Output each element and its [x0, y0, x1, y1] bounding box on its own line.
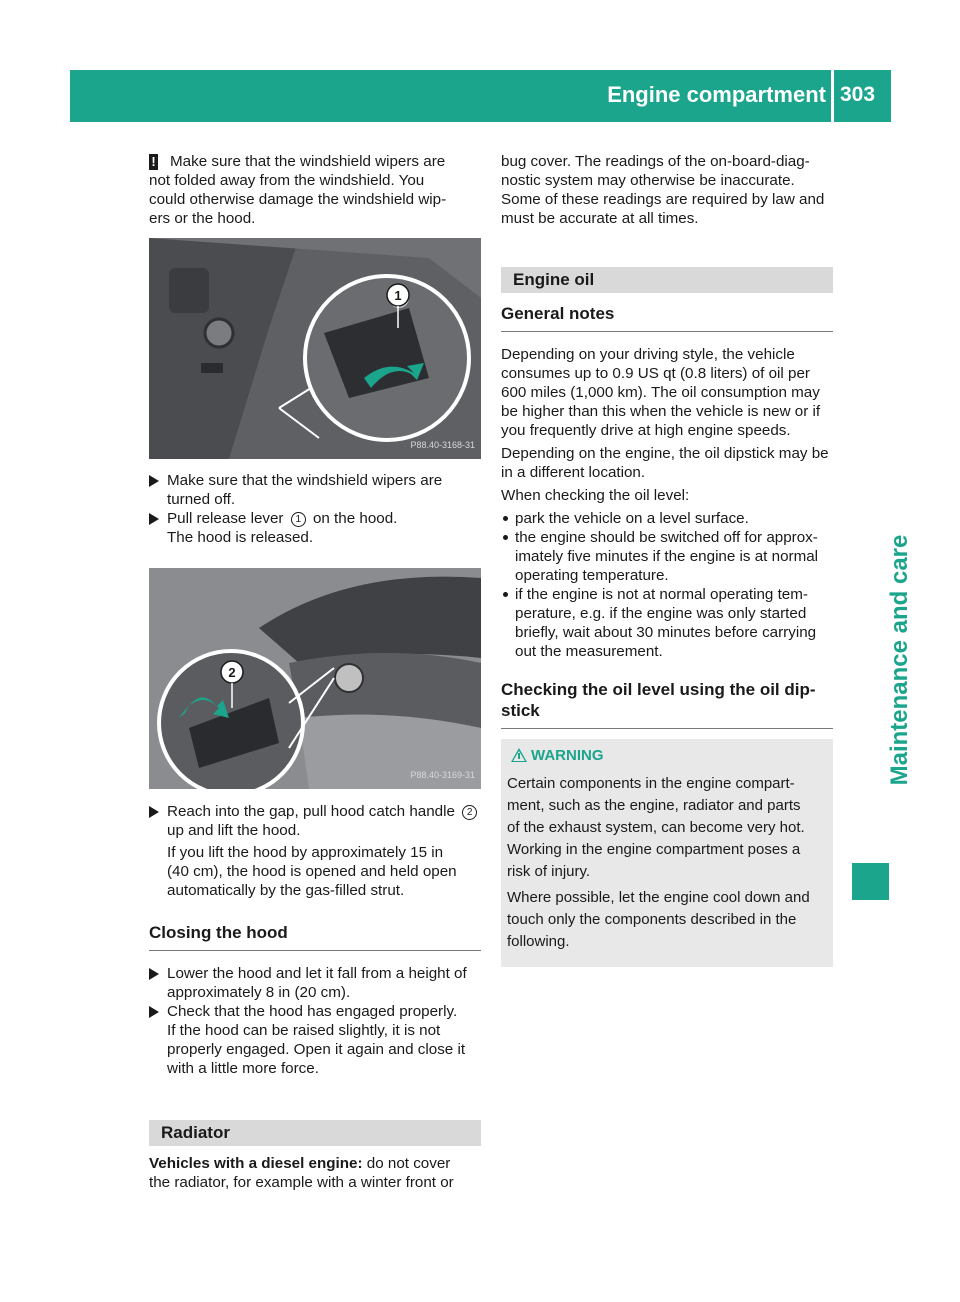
bullet-text: operating temperature.	[515, 567, 669, 584]
step-text: on the hood.	[308, 510, 398, 527]
step-result: The hood is released.	[167, 529, 314, 546]
heading-line: stick	[501, 701, 540, 720]
step-text: Pull release lever	[167, 510, 288, 527]
radiator-text-line: the radiator, for example with a winter front or	[149, 1174, 454, 1191]
step-note: (40 cm), the hood is opened and held open	[167, 863, 457, 880]
bullet-text: if the engine is not at normal operating tem-	[515, 586, 808, 603]
step-check-hood	[149, 1002, 481, 1078]
step-line: Lower the hood and let it fall from a height of	[167, 965, 467, 982]
step-line: If the hood can be raised slightly, it is not	[167, 1022, 441, 1039]
bullet-text: park the vehicle on a level surface.	[515, 510, 749, 527]
engine-oil-heading: Engine oil	[501, 267, 833, 293]
text-line: Depending on the engine, the oil dipstick may be	[501, 445, 829, 462]
bullet-icon	[503, 592, 508, 597]
page-number: 303	[840, 83, 876, 106]
exclamation-icon: !	[149, 154, 158, 170]
step-pull-catch	[149, 802, 481, 900]
oil-consumption-paragraph	[501, 345, 833, 440]
warning-line: following.	[507, 933, 570, 950]
text-line: bug cover. The readings of the on-board-diag-	[501, 153, 810, 170]
text-line: be higher than this when the vehicle is new or if	[501, 403, 821, 420]
svg-text:2: 2	[228, 665, 236, 680]
notice-line: Make sure that the windshield wipers are	[170, 153, 446, 170]
step-pull-lever	[149, 509, 481, 547]
figure-code: P88.40-3169-31	[410, 770, 475, 780]
page-title: Engine compartment	[607, 82, 826, 107]
release-lever-illustration	[149, 238, 481, 459]
bullet-icon	[503, 535, 508, 540]
step-line: Make sure that the windshield wipers are	[167, 472, 443, 489]
step-line: properly engaged. Open it again and close it	[167, 1041, 466, 1058]
warning-line: Where possible, let the engine cool down and	[507, 889, 810, 906]
radiator-text	[149, 1154, 481, 1173]
header-separator	[831, 70, 834, 122]
right-column	[501, 152, 833, 967]
step-note: automatically by the gas-filled strut.	[167, 882, 405, 899]
warning-paragraph	[507, 887, 827, 953]
text-line: consumes up to 0.9 US qt (0.8 liters) of oil per	[501, 365, 810, 382]
step-wipers-off	[149, 471, 481, 509]
bullet-text: out the measurement.	[515, 643, 663, 660]
warning-header	[507, 745, 827, 767]
warning-box	[501, 739, 833, 967]
notice-line: not folded away from the windshield. You	[149, 172, 425, 189]
bullet-text: the engine should be switched off for approx-	[515, 529, 818, 546]
callout-marker: 2	[462, 805, 477, 820]
bullet-text: perature, e.g. if the engine was only started	[515, 605, 807, 622]
hood-catch-illustration	[149, 568, 481, 789]
warning-line: Working in the engine compartment poses a	[507, 841, 801, 858]
list-item	[501, 585, 833, 661]
step-note: If you lift the hood by approximately 15 in	[167, 844, 444, 861]
heading-line: Checking the oil level using the oil dip-	[501, 680, 816, 699]
figure-code: P88.40-3168-31	[410, 440, 475, 450]
step-text: up and lift the hood.	[167, 822, 301, 839]
warning-icon-mark	[518, 753, 520, 759]
step-line: approximately 8 in (20 cm).	[167, 984, 351, 1001]
warning-line: touch only the components described in the	[507, 911, 797, 928]
svg-text:1: 1	[394, 288, 402, 303]
notice-line: ers or the hood.	[149, 210, 256, 227]
text-line: 600 miles (1,000 km). The oil consumption may	[501, 384, 820, 401]
general-notes-heading: General notes	[501, 303, 833, 332]
text-line: in a different location.	[501, 464, 646, 481]
warning-title: WARNING	[531, 747, 604, 764]
text-line: Depending on your driving style, the vehicle	[501, 346, 795, 363]
step-line: with a little more force.	[167, 1060, 319, 1077]
figure-hood-catch	[149, 568, 481, 789]
radiator-text-part: do not cover	[362, 1155, 451, 1172]
left-column	[149, 152, 481, 1192]
bullet-text: briefly, wait about 30 minutes before carrying	[515, 624, 817, 641]
step-arrow-icon	[149, 968, 159, 980]
side-tab-marker	[852, 863, 889, 900]
text-line: Some of these readings are required by law and	[501, 191, 825, 208]
closing-heading: Closing the hood	[149, 922, 481, 951]
step-arrow-icon	[149, 806, 159, 818]
step-lower-hood	[149, 964, 481, 1002]
list-item	[501, 528, 833, 585]
step-text: Reach into the gap, pull hood catch handle	[167, 803, 460, 820]
side-tab-label: Maintenance and care	[886, 534, 913, 786]
radiator-heading: Radiator	[149, 1120, 481, 1146]
warning-line: risk of injury.	[507, 863, 591, 880]
step-arrow-icon	[149, 513, 159, 525]
notice-line: could otherwise damage the windshield wip-	[149, 191, 447, 208]
figure-release-lever	[149, 238, 481, 459]
radiator-bold: Vehicles with a diesel engine:	[149, 1155, 363, 1172]
warning-line: Certain components in the engine compart-	[507, 775, 795, 792]
step-line: turned off.	[167, 491, 236, 508]
step-line: Check that the hood has engaged properly.	[167, 1003, 458, 1020]
step-arrow-icon	[149, 1006, 159, 1018]
dipstick-heading	[501, 679, 833, 729]
list-item	[501, 509, 833, 528]
text-line: must be accurate at all times.	[501, 210, 699, 227]
text-line: nostic system may otherwise be inaccurate.	[501, 172, 795, 189]
notice	[149, 152, 481, 228]
bullet-text: imately five minutes if the engine is at normal	[515, 548, 819, 565]
warning-line: ment, such as the engine, radiator and parts	[507, 797, 801, 814]
text-line: you frequently drive at high engine speeds.	[501, 422, 791, 439]
text-line: When checking the oil level:	[501, 487, 690, 504]
warning-paragraph	[507, 773, 827, 883]
warning-line: of the exhaust system, can become very hot.	[507, 819, 805, 836]
bullet-icon	[503, 516, 508, 521]
dipstick-location-paragraph	[501, 444, 833, 482]
step-arrow-icon	[149, 475, 159, 487]
callout-marker: 1	[291, 512, 306, 527]
